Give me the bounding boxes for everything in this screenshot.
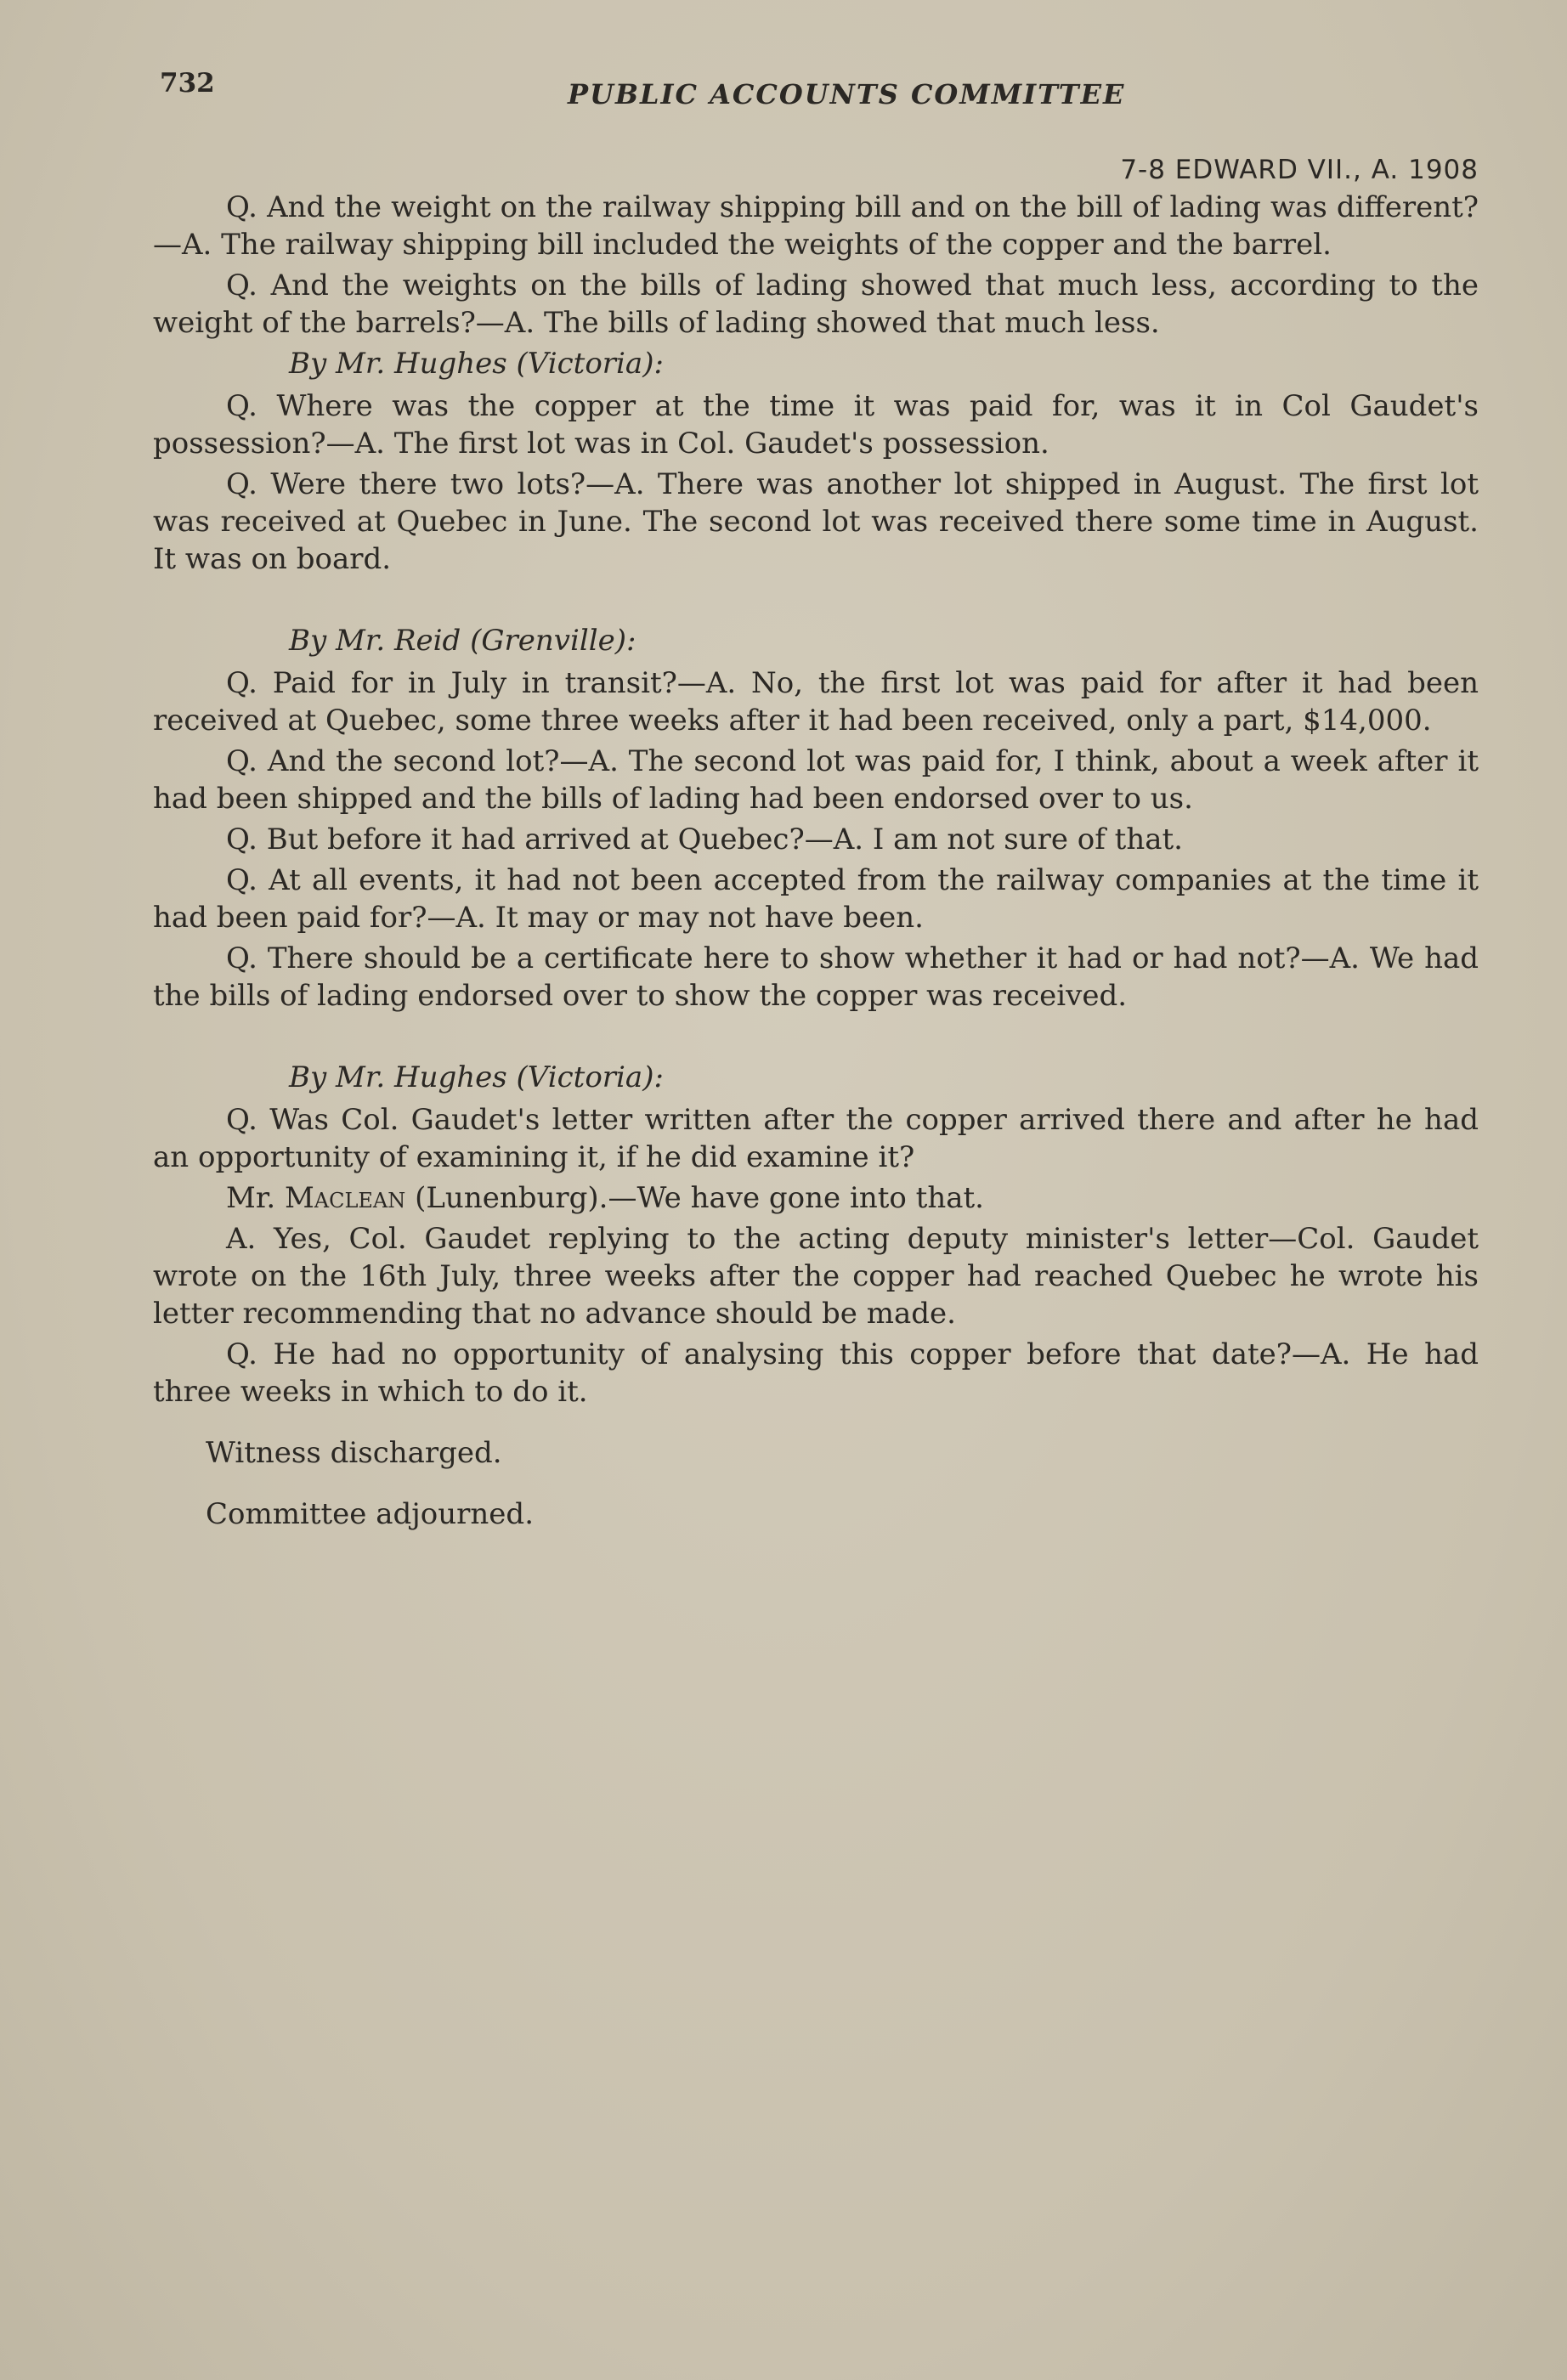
paragraph: A. Yes, Col. Gaudet replying to the acting deputy minister's letter—Col. Gaudet wrote on the 16th July, three weeks after the copper had reached Quebec he wrote his letter recommending that no advance should be made.	[153, 1222, 1479, 1331]
paragraph: Q. And the weight on the railway shipping bill and on the bill of lading was different?—A. The railway shipping bill included the weights of the copper and the barrel.	[153, 190, 1479, 262]
paragraph: Q. At all events, it had not been accepted from the railway companies at the time it had been paid for?—A. It may or may not have been.	[153, 863, 1479, 935]
paragraph: Q. But before it had arrived at Quebec?—A. I am not sure of that.	[226, 823, 1183, 856]
paragraph: Q. He had no opportunity of analysing this copper before that date?—A. He had three weeks in which to do it.	[153, 1337, 1479, 1409]
paragraph: Q. And the weights on the bills of lading showed that much less, according to the weight of the barrels?—A. The bills of lading showed that much less.	[153, 269, 1479, 340]
speaker-text: (Lunenburg).—We have gone into that.	[405, 1181, 984, 1215]
speaker-prefix: Mr.	[226, 1181, 285, 1215]
page-number: 732	[160, 68, 215, 99]
document-body	[153, 189, 1479, 1536]
paragraph: Q. Paid for in July in transit?—A. No, the first lot was paid for after it had been received at Quebec, some three weeks after it had been received, only a part, $14,000.	[153, 666, 1479, 738]
session-line: 7-8 EDWARD VII., A. 1908	[1120, 155, 1479, 185]
paragraph: Q. Where was the copper at the time it was paid for, was it in Col Gaudet's possession?—A. The first lot was in Col. Gaudet's possession.	[153, 389, 1479, 461]
examiner-heading: By Mr. Hughes (Victoria):	[289, 1060, 664, 1094]
paragraph: Q. Was Col. Gaudet's letter written after the copper arrived there and after he had an opportunity of examining it, if he did examine it?	[153, 1103, 1479, 1174]
closing-note: Witness discharged.	[206, 1436, 502, 1470]
closing-note: Committee adjourned.	[206, 1497, 535, 1531]
paragraph: Q. And the second lot?—A. The second lot was paid for, I think, about a week after it had been shipped and the bills of lading had been endorsed over to us.	[153, 744, 1479, 816]
paragraph: Q. Were there two lots?—A. There was another lot shipped in August. The first lot was received at Quebec in June. The second lot was received there some time in August. It was on board.	[153, 467, 1479, 576]
paragraph	[153, 1179, 1479, 1217]
examiner-heading: By Mr. Reid (Grenville):	[289, 624, 636, 658]
running-head: PUBLIC ACCOUNTS COMMITTEE	[568, 78, 1126, 110]
speaker-name: Maclean	[284, 1181, 406, 1215]
examiner-heading: By Mr. Hughes (Victoria):	[289, 347, 664, 381]
paragraph: Q. There should be a certificate here to show whether it had or had not?—A. We had the bills of lading endorsed over to show the copper was received.	[153, 941, 1479, 1013]
